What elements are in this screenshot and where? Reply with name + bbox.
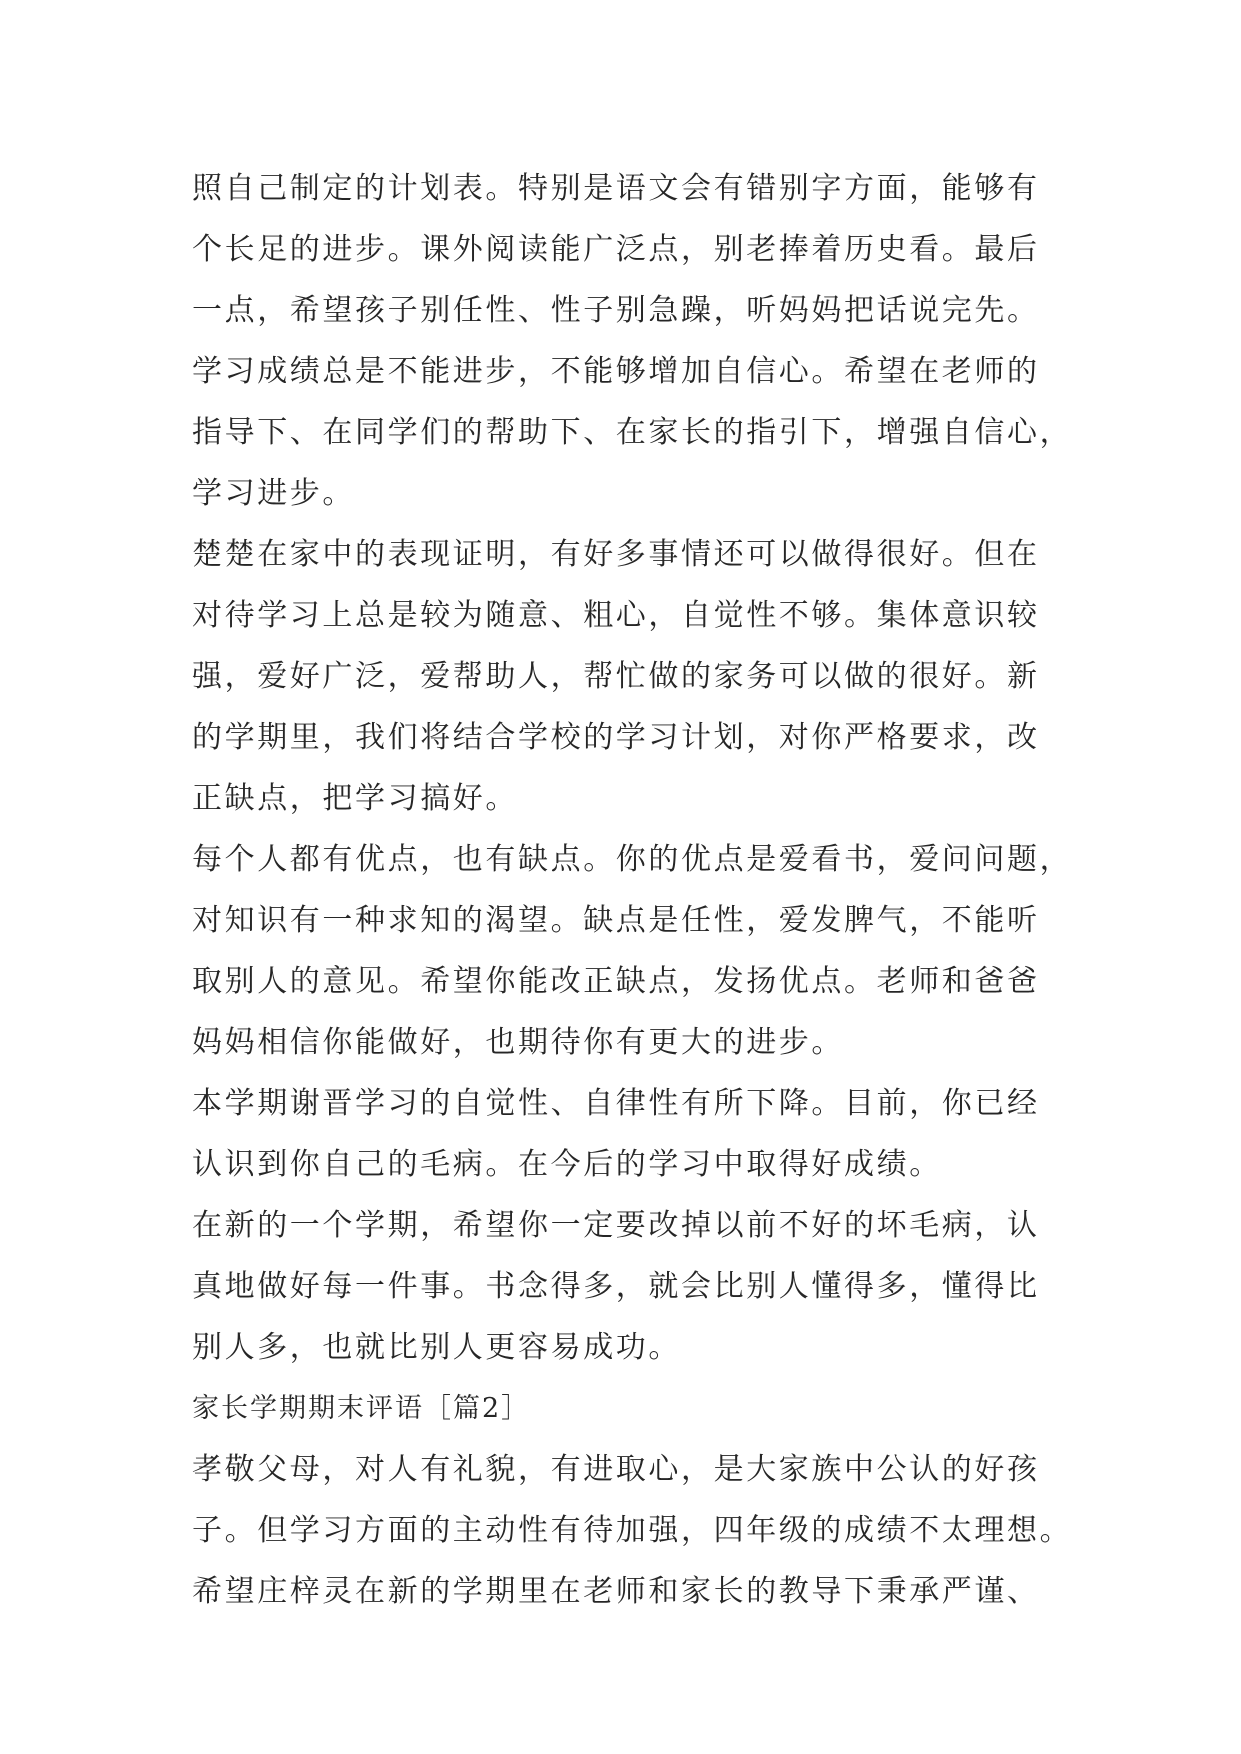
text-line: 在新的一个学期，希望你一定要改掉以前不好的坏毛病，认 — [192, 1208, 1040, 1243]
text-line: 本学期谢晋学习的自觉性、自律性有所下降。目前，你已经 — [192, 1086, 1040, 1121]
text-line: 孝敬父母，对人有礼貌，有进取心，是大家族中公认的好孩 — [192, 1452, 1040, 1487]
text-line: 的学期里，我们将结合学校的学习计划，对你严格要求，改 — [192, 720, 1040, 755]
text-line: 对知识有一种求知的渴望。缺点是任性，爱发脾气，不能听 — [192, 903, 1040, 938]
text-line: 楚楚在家中的表现证明，有好多事情还可以做得很好。但在 — [192, 537, 1040, 572]
text-line: 学习成绩总是不能进步，不能够增加自信心。希望在老师的 — [192, 354, 1040, 389]
text-line: 认识到你自己的毛病。在今后的学习中取得好成绩。 — [192, 1147, 942, 1182]
text-line: 别人多，也就比别人更容易成功。 — [192, 1330, 681, 1365]
document-body — [192, 158, 1072, 1622]
text-line: 照自己制定的计划表。特别是语文会有错别字方面，能够有 — [192, 171, 1040, 206]
text-line: 学习进步。 — [192, 476, 355, 511]
text-line: 取别人的意见。希望你能改正缺点，发扬优点。老师和爸爸 — [192, 964, 1040, 999]
text-line: 每个人都有优点，也有缺点。你的优点是爱看书，爱问问题， — [192, 842, 1073, 877]
text-line: 对待学习上总是较为随意、粗心，自觉性不够。集体意识较 — [192, 598, 1040, 633]
section-heading: 家长学期期末评语［篇2］ — [192, 1393, 531, 1424]
text-line: 子。但学习方面的主动性有待加强，四年级的成绩不太理想。 — [192, 1513, 1073, 1548]
text-line: 希望庄梓灵在新的学期里在老师和家长的教导下秉承严谨、 — [192, 1574, 1040, 1609]
text-line: 正缺点，把学习搞好。 — [192, 781, 518, 816]
text-line: 指导下、在同学们的帮助下、在家长的指引下，增强自信心， — [192, 415, 1073, 450]
text-line: 个长足的进步。课外阅读能广泛点，别老捧着历史看。最后 — [192, 232, 1040, 267]
text-line: 真地做好每一件事。书念得多，就会比别人懂得多，懂得比 — [192, 1269, 1040, 1304]
text-line: 强，爱好广泛，爱帮助人，帮忙做的家务可以做的很好。新 — [192, 659, 1040, 694]
text-line: 妈妈相信你能做好，也期待你有更大的进步。 — [192, 1025, 844, 1060]
text-line: 一点，希望孩子别任性、性子别急躁，听妈妈把话说完先。 — [192, 293, 1040, 328]
